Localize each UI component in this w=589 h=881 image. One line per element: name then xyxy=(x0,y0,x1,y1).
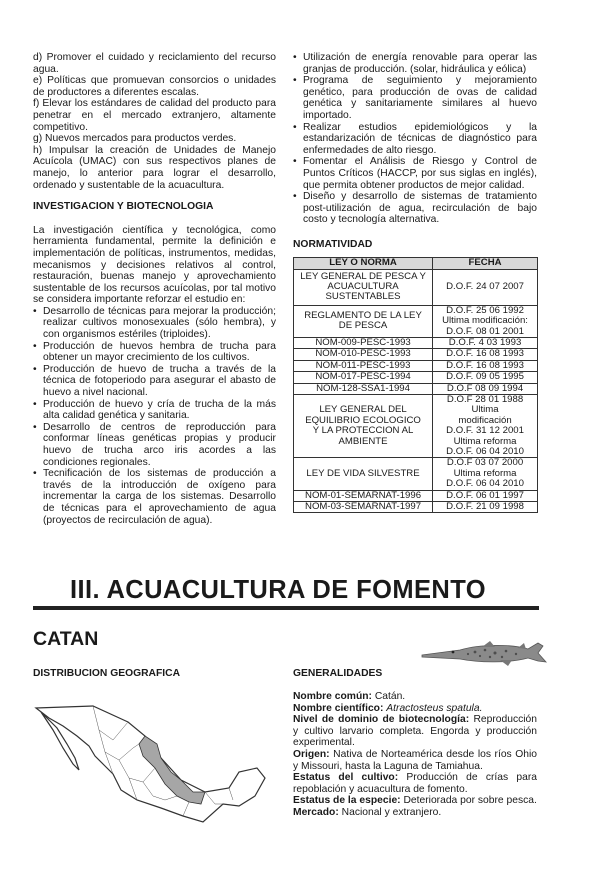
bullet-icon: • xyxy=(33,398,37,410)
field-culture-status: Estatus del cultivo: Producción de crías para repoblación y acuacultura de fomento. xyxy=(293,772,537,795)
table-row xyxy=(294,490,538,501)
bullet-icon: • xyxy=(293,191,297,203)
research-paragraph: La investigación científica y tecnológica, como herramienta fundamental, permite la definición e implementación de políticas, instrumentos, medidas, mecanismos y decisiones relativos al control, restauración, buenas manejo y aprovechamiento sustentable de los recursos acuícolas, por tal motivo se considera importante reforzar el estudio en: xyxy=(33,224,276,306)
list-item: • Diseño y desarrollo de sistemas de tratamiento post-utilización de agua, recirculación de bajo costo y tecnología alternativa. xyxy=(293,191,537,226)
table-row xyxy=(294,502,538,513)
list-item: • Programa de seguimiento y mejoramiento genético, para producción de ovas de calidad genética y sanitariamente similares al huevo importado. xyxy=(293,75,537,121)
table-cell: NOM-010-PESC-1993 xyxy=(294,349,433,360)
table-cell: D.O.F. 16 08 1993 xyxy=(433,349,538,360)
table-cell: D.O.F. 16 08 1993 xyxy=(433,360,538,371)
bullet-icon: • xyxy=(293,75,297,87)
table-cell: D.O.F 08 09 1994 xyxy=(433,383,538,394)
list-item: • Realizar estudios epidemiológicos y la estandarización de técnicas de diagnóstico para enfermedades de alto riesgo. xyxy=(293,121,537,156)
table-row xyxy=(294,269,538,305)
bullet-icon: • xyxy=(293,156,297,168)
table-row xyxy=(294,337,538,348)
column-header: LEY O NORMA xyxy=(294,257,433,269)
field-species-status: Estatus de la especie: Deteriorada por sobre pesca. xyxy=(293,795,537,807)
list-item: • Producción de huevo de trucha a través de la técnica de fotoperiodo para asegurar el abasto de huevo a nivel nacional. xyxy=(33,363,276,399)
table-cell: D.O.F. 4 03 1993 xyxy=(433,337,538,348)
generalities-heading: GENERALIDADES xyxy=(293,668,383,679)
table-cell: NOM-011-PESC-1993 xyxy=(294,360,433,371)
bullet-icon: • xyxy=(33,305,37,317)
distribution-heading: DISTRIBUCION GEOGRAFICA xyxy=(33,668,181,679)
table-row xyxy=(294,360,538,371)
table-row xyxy=(294,372,538,383)
left-column xyxy=(33,52,276,526)
field-scientific-name: Nombre científico: Atractosteus spatula. xyxy=(293,702,483,714)
table-row xyxy=(294,458,538,490)
table-cell: REGLAMENTO DE LA LEY DE PESCA xyxy=(294,305,433,337)
bullet-icon: • xyxy=(293,52,297,63)
list-item: • Producción de huevos hembra de trucha para obtener un mayor crecimiento de los cultivos. xyxy=(33,340,276,364)
field-common-name: Nombre común: Catán. xyxy=(293,691,406,702)
table-cell: LEY DE VIDA SILVESTRE xyxy=(294,458,433,490)
intro-item: f) Elevar los estándares de calidad del producto para penetrar en el mercado extranjero, altamente competitivo. xyxy=(33,98,276,133)
table-row xyxy=(294,394,538,457)
table-row xyxy=(294,383,538,394)
table-cell: LEY GENERAL DEL EQUILIBRIO ECOLOGICO Y LA PROTECCION AL AMBIENTE xyxy=(294,394,433,457)
table-cell: D.O.F 28 01 1988 Ultima modificación D.O.F. 31 12 2001 Ultima reforma D.O.F. 06 04 2010 xyxy=(433,394,538,457)
table-cell: D.O.F. 09 05 1995 xyxy=(433,372,538,383)
table-cell: D.O.F. 21 09 1998 xyxy=(433,502,538,513)
bullet-icon: • xyxy=(33,363,37,375)
gar-fish-icon xyxy=(420,637,548,669)
list-item: • Desarrollo de técnicas para mejorar la producción; realizar cultivos monosexuales (sólo hembra), y con organismos estériles (triploides). xyxy=(33,305,276,341)
table-cell: LEY GENERAL DE PESCA Y ACUACULTURA SUSTENTABLES xyxy=(294,269,433,305)
bullet-icon: • xyxy=(293,121,297,133)
table-cell: NOM-03-SEMARNAT-1997 xyxy=(294,502,433,513)
table-cell: D.O.F. 25 06 1992 Ultima modificación: D.O.F. 08 01 2001 xyxy=(433,305,538,337)
table-row xyxy=(294,349,538,360)
title-underline xyxy=(33,606,539,610)
bullet-icon: • xyxy=(33,340,37,352)
table-cell: NOM-01-SEMARNAT-1996 xyxy=(294,490,433,501)
table-cell: D.O.F 03 07 2000 Ultima reforma D.O.F. 06 04 2010 xyxy=(433,458,538,490)
species-name: CATAN xyxy=(33,628,99,650)
list-item: • Utilización de energía renovable para operar las granjas de producción. (solar, hidráulica y eólica) xyxy=(293,52,537,75)
normatividad-heading: NORMATIVIDAD xyxy=(293,238,373,250)
table-header-row xyxy=(294,257,538,269)
column-header: FECHA xyxy=(433,257,538,269)
intro-item: h) Impulsar la creación de Unidades de Manejo Acuícola (UMAC) con sus respectivos planes de manejo, lo anterior para lograr el desarrollo, ordenado y sustentable de la acuacultura. xyxy=(33,144,276,191)
field-origin: Origen: Nativa de Norteamérica desde los ríos Ohio y Missouri, hasta la Laguna de Tamiahua. xyxy=(293,748,537,772)
table-row xyxy=(294,305,538,337)
mexico-distribution-map xyxy=(33,700,268,825)
research-heading: INVESTIGACION Y BIOTECNOLOGIA xyxy=(33,201,214,213)
section-title: III. ACUACULTURA DE FOMENTO xyxy=(70,576,486,604)
generalities-list xyxy=(293,691,537,819)
list-item: • Fomentar el Análisis de Riesgo y Control de Puntos Críticos (HACCP, por sus siglas en inglés), que permita obtener productos de mejor calidad. xyxy=(293,156,537,191)
field-biotech-level: Nivel de dominio de biotecnología: Reproducción y cultivo larvario completa. Engorda y producción experimental. xyxy=(293,714,537,749)
right-column xyxy=(293,52,537,513)
table-cell: NOM-128-SSA1-1994 xyxy=(294,383,433,394)
bullet-icon: • xyxy=(33,468,37,480)
list-item: • Producción de huevo y cría de trucha de la más alta calidad genética y sanitaria. xyxy=(33,398,276,422)
intro-item: e) Políticas que promuevan consorcios o unidades de productores a diferentes escalas. xyxy=(33,75,276,98)
intro-item: d) Promover el cuidado y reciclamiento del recurso agua. xyxy=(33,52,276,75)
field-market: Mercado: Nacional y extranjero. xyxy=(293,806,442,818)
list-item: • Tecnificación de los sistemas de producción a través de la introducción de oxígeno para incrementar la carga de los sistemas. Desarrollo de técnicas para el aprovechamiento de agua (proyectos de recirculación de agua). xyxy=(33,468,276,526)
regulation-table xyxy=(293,257,538,514)
table-cell: NOM-009-PESC-1993 xyxy=(294,337,433,348)
bullet-icon: • xyxy=(33,421,37,433)
table-cell: NOM-017-PESC-1994 xyxy=(294,372,433,383)
table-cell: D.O.F. 06 01 1997 xyxy=(433,490,538,501)
table-cell: D.O.F. 24 07 2007 xyxy=(433,269,538,305)
list-item: • Desarrollo de centros de reproducción para conformar líneas genéticas propias y producir huevo de trucha arco iris acordes a las condiciones regionales. xyxy=(33,421,276,468)
intro-item: g) Nuevos mercados para productos verdes. xyxy=(33,133,237,145)
